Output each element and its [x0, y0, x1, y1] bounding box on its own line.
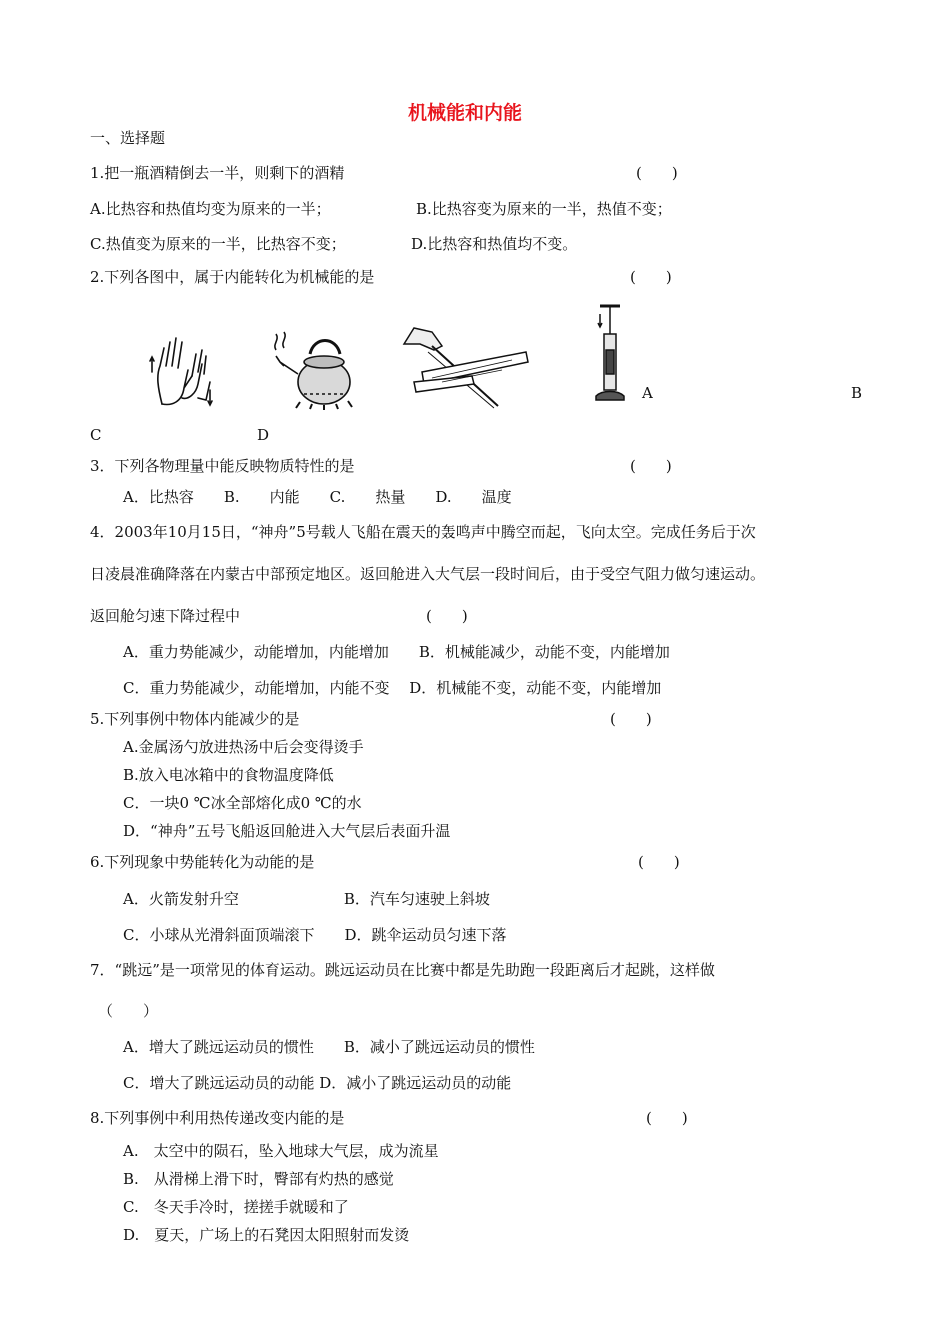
- q4-answer-paren: ( ): [426, 607, 468, 625]
- q1-option-b: B.比热容变为原来的一半，热值不变；: [416, 200, 672, 218]
- q6-options-cd: C．小球从光滑斜面顶端滚下 D．跳伞运动员匀速下落: [123, 926, 507, 944]
- q1-option-c: C.热值变为原来的一半，比热容不变；: [90, 235, 346, 253]
- boiling-kettle-icon: [270, 328, 366, 410]
- air-pump-icon: [592, 300, 628, 406]
- q8-option-c: C. 冬天手冷时，搓搓手就暖和了: [123, 1198, 349, 1216]
- q2-figure-label-a: A: [642, 384, 653, 402]
- q7-answer-paren: （ ）: [98, 1002, 159, 1020]
- q3-stem: 3．下列各物理量中能反映物质特性的是: [90, 457, 355, 475]
- sawing-wood-icon: [402, 322, 530, 410]
- q5-stem: 5.下列事例中物体内能减少的是: [90, 710, 300, 728]
- q4-options-cd: C．重力势能减少，动能增加，内能不变 D．机械能不变，动能不变，内能增加: [123, 679, 662, 697]
- q2-figure-label-b: B: [851, 384, 863, 402]
- q8-option-a: A. 太空中的陨石，坠入地球大气层，成为流星: [123, 1142, 439, 1160]
- section-heading: 一、选择题: [90, 129, 166, 147]
- q7-options-cd: C．增大了跳远运动员的动能 D．减小了跳远运动员的动能: [123, 1074, 512, 1092]
- q1-option-a: A.比热容和热值均变为原来的一半；: [90, 200, 331, 218]
- q2-figure-label-c: C: [90, 426, 102, 444]
- page-title: 机械能和内能: [408, 102, 523, 124]
- q3-options: A．比热容 B. 内能 C. 热量 D. 温度: [123, 488, 512, 506]
- q8-answer-paren: ( ): [646, 1109, 688, 1127]
- q5-option-c: C．一块0 ℃冰全部熔化成0 ℃的水: [123, 794, 362, 812]
- q1-option-d: D.比热容和热值均不变。: [411, 235, 578, 253]
- q4-stem-line3: 返回舱匀速下降过程中: [90, 607, 241, 625]
- q8-stem: 8.下列事例中利用热传递改变内能的是: [90, 1109, 345, 1127]
- q2-stem: 2.下列各图中，属于内能转化为机械能的是: [90, 268, 375, 286]
- q5-answer-paren: ( ): [610, 710, 652, 728]
- q5-option-a: A.金属汤勺放进热汤中后会变得烫手: [123, 738, 364, 756]
- q2-figure-label-d: D: [257, 426, 270, 444]
- hands-rubbing-icon: [148, 328, 216, 408]
- q7-stem: 7．“跳远”是一项常见的体育运动。跳远运动员在比赛中都是先助跑一段距离后才起跳，这样做: [90, 961, 715, 979]
- q4-stem-line2: 日凌晨准确降落在内蒙古中部预定地区。返回舱进入大气层一段时间后，由于受空气阻力做匀速运动。: [90, 565, 766, 583]
- q1-stem: 1.把一瓶酒精倒去一半，则剩下的酒精: [90, 164, 345, 182]
- q2-answer-paren: ( ): [630, 268, 672, 286]
- q6-answer-paren: ( ): [638, 853, 680, 871]
- q8-option-b: B. 从滑梯上滑下时，臀部有灼热的感觉: [123, 1170, 394, 1188]
- q1-answer-paren: ( ): [636, 164, 678, 182]
- q4-options-ab: A．重力势能减少，动能增加，内能增加 B．机械能减少，动能不变，内能增加: [123, 643, 670, 661]
- q5-option-b: B.放入电冰箱中的食物温度降低: [123, 766, 334, 784]
- q7-options-ab: A．增大了跳远运动员的惯性 B．减小了跳远运动员的惯性: [123, 1038, 535, 1056]
- q5-option-d: D．“神舟”五号飞船返回舱进入大气层后表面升温: [123, 822, 451, 840]
- q6-stem: 6.下列现象中势能转化为动能的是: [90, 853, 315, 871]
- q3-answer-paren: ( ): [630, 457, 672, 475]
- q6-options-ab: A．火箭发射升空 B．汽车匀速驶上斜坡: [123, 890, 490, 908]
- q4-stem-line1: 4．2003年10月15日，“神舟”5号载人飞船在震天的轰鸣声中腾空而起，飞向太空。完成任务后于次: [90, 523, 756, 541]
- q8-option-d: D. 夏天，广场上的石凳因太阳照射而发烫: [123, 1226, 410, 1244]
